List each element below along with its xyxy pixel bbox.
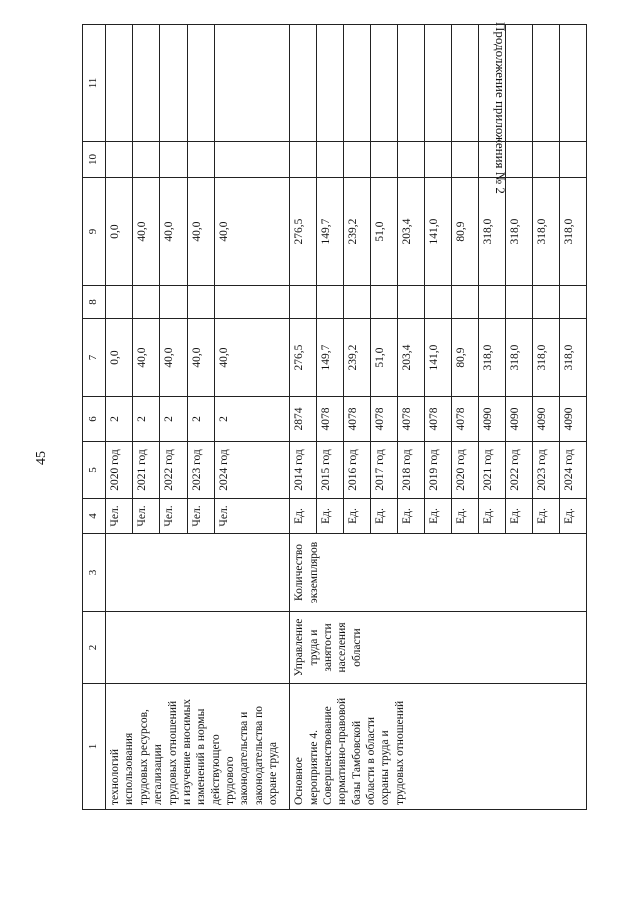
- empty-cell: [451, 25, 478, 142]
- value-cell: 51,0: [371, 178, 398, 286]
- page-number: 45: [34, 451, 49, 465]
- empty-cell: [451, 142, 478, 178]
- empty-cell: [290, 142, 317, 178]
- header-cell: 9: [83, 178, 106, 286]
- year-cell: 2018 год: [398, 442, 425, 499]
- empty-cell: [344, 286, 371, 319]
- year-cell: 2024 год: [559, 442, 586, 499]
- unit-cell: Чел.: [133, 499, 160, 534]
- value-cell: 2: [214, 397, 289, 442]
- year-cell: 2022 год: [505, 442, 532, 499]
- value-cell: 40,0: [214, 319, 289, 397]
- executor-cell: [106, 612, 290, 684]
- empty-cell: [371, 286, 398, 319]
- year-cell: 2014 год: [290, 442, 317, 499]
- measure-name: технологий использования трудовых ресурсов, легализации трудовых отношений и изучение вносимых изменений в нормы действующего трудового законодательства и законодательства по охране труда: [106, 684, 290, 810]
- empty-cell: [317, 25, 344, 142]
- header-cell: 5: [83, 442, 106, 499]
- year-cell: 2021 год: [478, 442, 505, 499]
- year-cell: 2015 год: [317, 442, 344, 499]
- header-row: [83, 25, 106, 810]
- value-cell: 141,0: [425, 319, 452, 397]
- value-cell: 2: [160, 397, 187, 442]
- value-cell: 0,0: [106, 178, 133, 286]
- program-table: [82, 24, 587, 810]
- year-cell: 2023 год: [532, 442, 559, 499]
- header-cell: 4: [83, 499, 106, 534]
- empty-cell: [160, 142, 187, 178]
- year-cell: 2020 год: [106, 442, 133, 499]
- empty-cell: [478, 286, 505, 319]
- empty-cell: [214, 25, 289, 142]
- empty-cell: [398, 25, 425, 142]
- empty-cell: [187, 286, 214, 319]
- unit-cell: Ед.: [505, 499, 532, 534]
- table-row: [106, 25, 133, 810]
- value-cell: 4090: [532, 397, 559, 442]
- empty-cell: [290, 286, 317, 319]
- value-cell: 203,4: [398, 319, 425, 397]
- empty-cell: [559, 142, 586, 178]
- value-cell: 40,0: [187, 319, 214, 397]
- year-cell: 2019 год: [425, 442, 452, 499]
- empty-cell: [317, 286, 344, 319]
- empty-cell: [133, 25, 160, 142]
- empty-cell: [133, 286, 160, 319]
- value-cell: 4090: [505, 397, 532, 442]
- value-cell: 239,2: [344, 319, 371, 397]
- empty-cell: [214, 286, 289, 319]
- empty-cell: [505, 286, 532, 319]
- unit-cell: Ед.: [317, 499, 344, 534]
- indicator-cell: [106, 534, 290, 612]
- value-cell: 40,0: [187, 178, 214, 286]
- value-cell: 318,0: [559, 319, 586, 397]
- unit-cell: Ед.: [559, 499, 586, 534]
- value-cell: 276,5: [290, 178, 317, 286]
- value-cell: 4078: [451, 397, 478, 442]
- value-cell: 80,9: [451, 319, 478, 397]
- empty-cell: [451, 286, 478, 319]
- table-row: [290, 25, 317, 810]
- empty-cell: [187, 25, 214, 142]
- unit-cell: Ед.: [532, 499, 559, 534]
- value-cell: 40,0: [133, 319, 160, 397]
- rotated-table-wrapper: [82, 25, 587, 810]
- empty-cell: [187, 142, 214, 178]
- value-cell: 2: [106, 397, 133, 442]
- empty-cell: [160, 286, 187, 319]
- empty-cell: [398, 286, 425, 319]
- value-cell: 149,7: [317, 319, 344, 397]
- year-cell: 2016 год: [344, 442, 371, 499]
- empty-cell: [371, 142, 398, 178]
- value-cell: 0,0: [106, 319, 133, 397]
- value-cell: 4078: [371, 397, 398, 442]
- year-cell: 2022 год: [160, 442, 187, 499]
- value-cell: 4078: [398, 397, 425, 442]
- empty-cell: [559, 286, 586, 319]
- empty-cell: [532, 25, 559, 142]
- empty-cell: [133, 142, 160, 178]
- header-cell: 2: [83, 612, 106, 684]
- empty-cell: [106, 25, 133, 142]
- empty-cell: [478, 25, 505, 142]
- value-cell: 276,5: [290, 319, 317, 397]
- empty-cell: [478, 142, 505, 178]
- unit-cell: Ед.: [371, 499, 398, 534]
- value-cell: 40,0: [214, 178, 289, 286]
- value-cell: 141,0: [425, 178, 452, 286]
- empty-cell: [344, 142, 371, 178]
- year-cell: 2023 год: [187, 442, 214, 499]
- appendix-label: Продолжение приложения № 2: [493, 22, 508, 194]
- empty-cell: [214, 142, 289, 178]
- empty-cell: [559, 25, 586, 142]
- empty-cell: [344, 25, 371, 142]
- unit-cell: Ед.: [290, 499, 317, 534]
- value-cell: 318,0: [478, 178, 505, 286]
- unit-cell: Ед.: [425, 499, 452, 534]
- value-cell: 4078: [344, 397, 371, 442]
- header-cell: 3: [83, 534, 106, 612]
- measure-name: Основное мероприятие 4. Совершенствование нормативно-правовой базы Тамбовской области в области охраны труда и трудовых отношений: [290, 684, 587, 810]
- empty-cell: [505, 25, 532, 142]
- value-cell: 203,4: [398, 178, 425, 286]
- empty-cell: [532, 142, 559, 178]
- empty-cell: [532, 286, 559, 319]
- value-cell: 318,0: [505, 178, 532, 286]
- year-cell: 2020 год: [451, 442, 478, 499]
- unit-cell: Чел.: [187, 499, 214, 534]
- value-cell: 40,0: [160, 178, 187, 286]
- value-cell: 239,2: [344, 178, 371, 286]
- header-cell: 1: [83, 684, 106, 810]
- unit-cell: Чел.: [160, 499, 187, 534]
- value-cell: 149,7: [317, 178, 344, 286]
- year-cell: 2017 год: [371, 442, 398, 499]
- year-cell: 2021 год: [133, 442, 160, 499]
- empty-cell: [398, 142, 425, 178]
- empty-cell: [106, 142, 133, 178]
- value-cell: 2: [133, 397, 160, 442]
- value-cell: 4078: [317, 397, 344, 442]
- empty-cell: [106, 286, 133, 319]
- unit-cell: Ед.: [451, 499, 478, 534]
- indicator-cell: Количество экземпляров: [290, 534, 587, 612]
- year-cell: 2024 год: [214, 442, 289, 499]
- unit-cell: Ед.: [478, 499, 505, 534]
- header-cell: 11: [83, 25, 106, 142]
- unit-cell: Ед.: [344, 499, 371, 534]
- value-cell: 318,0: [559, 178, 586, 286]
- unit-cell: Ед.: [398, 499, 425, 534]
- empty-cell: [425, 286, 452, 319]
- empty-cell: [317, 142, 344, 178]
- header-cell: 8: [83, 286, 106, 319]
- value-cell: 40,0: [160, 319, 187, 397]
- empty-cell: [371, 25, 398, 142]
- value-cell: 4078: [425, 397, 452, 442]
- value-cell: 318,0: [505, 319, 532, 397]
- header-cell: 7: [83, 319, 106, 397]
- value-cell: 2874: [290, 397, 317, 442]
- header-cell: 6: [83, 397, 106, 442]
- value-cell: 318,0: [532, 178, 559, 286]
- value-cell: 51,0: [371, 319, 398, 397]
- value-cell: 318,0: [478, 319, 505, 397]
- value-cell: 4090: [478, 397, 505, 442]
- value-cell: 80,9: [451, 178, 478, 286]
- unit-cell: Чел.: [214, 499, 289, 534]
- value-cell: 4090: [559, 397, 586, 442]
- value-cell: 2: [187, 397, 214, 442]
- empty-cell: [425, 25, 452, 142]
- value-cell: 40,0: [133, 178, 160, 286]
- unit-cell: Чел.: [106, 499, 133, 534]
- empty-cell: [160, 25, 187, 142]
- executor-cell: Управление труда и занятости населения области: [290, 612, 587, 684]
- empty-cell: [425, 142, 452, 178]
- value-cell: 318,0: [532, 319, 559, 397]
- header-cell: 10: [83, 142, 106, 178]
- empty-cell: [290, 25, 317, 142]
- empty-cell: [505, 142, 532, 178]
